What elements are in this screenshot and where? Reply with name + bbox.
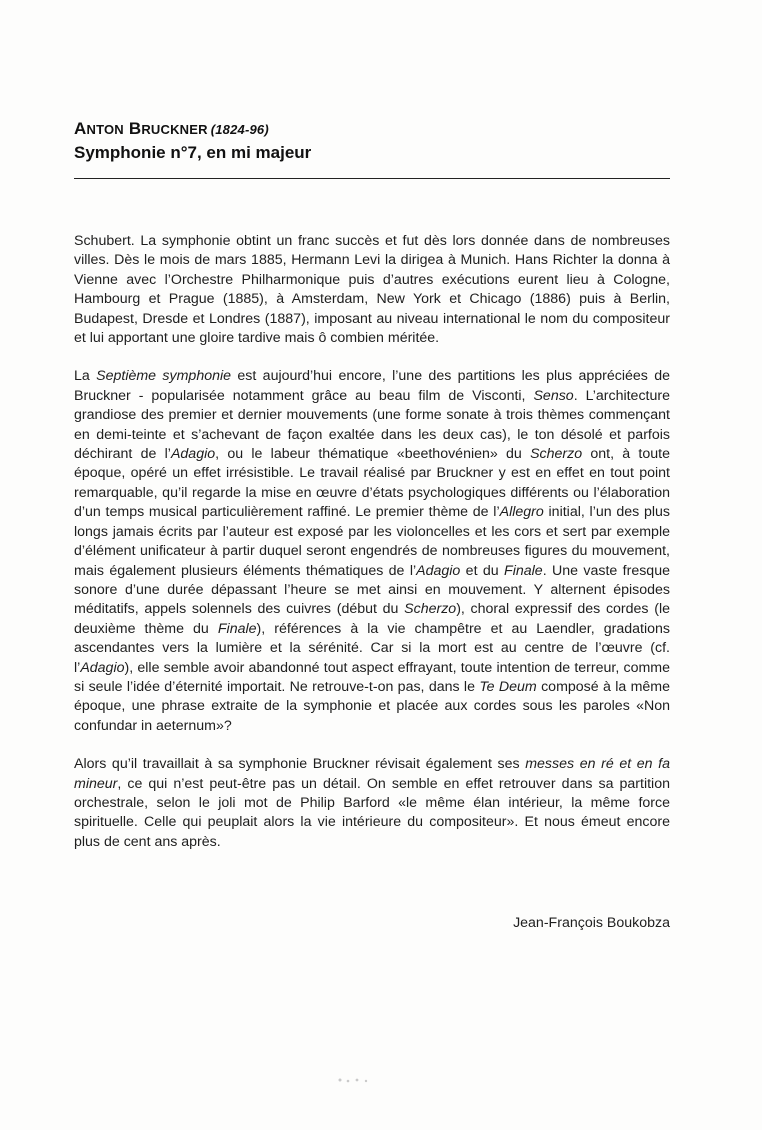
italic-term: Adagio <box>416 562 461 579</box>
paragraph-2 <box>74 367 670 736</box>
decorative-marks <box>326 1060 386 1090</box>
italic-term: Septième symphonie <box>96 368 232 385</box>
text-run: . Une vaste fresque sonore d’une durée dépassant l’heure se met ainsi en mouvement. Y alternent épisodes méditatifs, appels solennels des cuivres (début du <box>74 562 670 618</box>
article-body <box>74 232 670 871</box>
composer-name <box>74 118 670 141</box>
text-run: et du <box>460 562 505 579</box>
italic-term: messes en ré et en fa mineur <box>74 756 670 792</box>
text-run: initial, l’un des plus longs jamais écrits par l’auteur est exposé par les violoncelles et les cors et sert par exemple d’élément unificateur à partir duquel seront engendrés de nombreuses figures du mouvement, mais également plusieurs éléments thématiques de l’ <box>74 504 671 579</box>
paragraph-1: Schubert. La symphonie obtint un franc succès et fut dès lors donnée dans de nombreuses villes. Dès le mois de mars 1885, Hermann Levi la dirigea à Munich. Hans Richter la donna à Vienne avec l’Orchestre Philharmonique puis d’autres exécutions eurent lieu à Cologne, Hambourg et Prague (1885), à Amsterdam, New York et Chicago (1886) puis à Berlin, Budapest, Dresde et Londres (1887), imposant au niveau international le nom du compositeur et lui apportant une gloire tardive mais ô combien méritée. <box>74 233 670 347</box>
composer-dates: (1824-96) <box>210 122 269 137</box>
italic-term: Scherzo <box>404 601 457 618</box>
header-divider <box>74 178 670 179</box>
text-run: . L’architecture grandiose des premier et dernier mouvements (une forme sonate à trois thèmes commençant en demi-teinte et s’achevant de façon exaltée dans les deux cas), le ton désolé et parfois déchirant de l’ <box>74 387 670 463</box>
italic-term: Finale <box>504 562 543 579</box>
text-run: est aujourd’hui encore, l’une des partitions les plus appréciées de Bruckner - popularisée notamment grâce au beau film de Visconti, <box>74 368 670 404</box>
text-run: composé à la même époque, une phrase extraite de la symphonie et placée aux cordes sous les paroles «Non confundar in aeternum»? <box>74 678 670 734</box>
text-run: Alors qu’il travaillait à sa symphonie Bruckner révisait également ses <box>74 756 526 773</box>
text-run: , ce qui n’est peut-être pas un détail. On semble en effet retrouver dans sa partition orchestrale, selon le joli mot de Philip Barford «le même élan intérieur, la même force spirituelle. Celle qui peuplait alors la vie intérieure du compositeur». Et nous émeut encore plus de cent ans après. <box>74 775 670 850</box>
text-run: ont, à toute époque, opéré un effet irrésistible. Le travail réalisé par Bruckner y est en effet en tout point remarquable, qu’il regarde la mise en œuvre d’états psychologiques différents ou l’élaboration d’un temps musical particulièrement raffiné. Le premier thème de l’ <box>74 446 670 521</box>
text-run: , ou le labeur thématique «beethovénien» du <box>215 446 531 463</box>
italic-term: Allegro <box>499 504 544 521</box>
work-title: Symphonie n°7, en mi majeur <box>74 143 312 162</box>
composer-first-name: ANTON <box>74 119 124 138</box>
italic-term: Senso <box>533 387 574 404</box>
text-run: ), choral expressif des cordes (le deuxième thème du <box>74 601 670 637</box>
italic-term: Adagio <box>80 659 125 676</box>
composer-last-name: BRUCKNER <box>128 119 208 138</box>
text-run: ), références à la vie champêtre et au Laendler, gradations ascendantes vers la lumière et la sérénité. Car si la mort est au centre de l’œuvre (cf. l’ <box>74 620 670 676</box>
italic-term: Finale <box>217 620 257 637</box>
text-run: La <box>74 368 97 385</box>
text-run: ), elle semble avoir abandonné tout aspect effrayant, toute intention de terreur, comme si seule l’idée d’éternité importait. Ne retrouve-t-on pas, dans le <box>74 659 670 695</box>
italic-term: Adagio <box>170 446 216 463</box>
page-header <box>74 118 670 165</box>
paragraph-3 <box>74 755 670 852</box>
author-signature: Jean-François Boukobza <box>513 915 670 931</box>
italic-term: Scherzo <box>530 446 583 463</box>
italic-term: Te Deum <box>479 678 537 695</box>
